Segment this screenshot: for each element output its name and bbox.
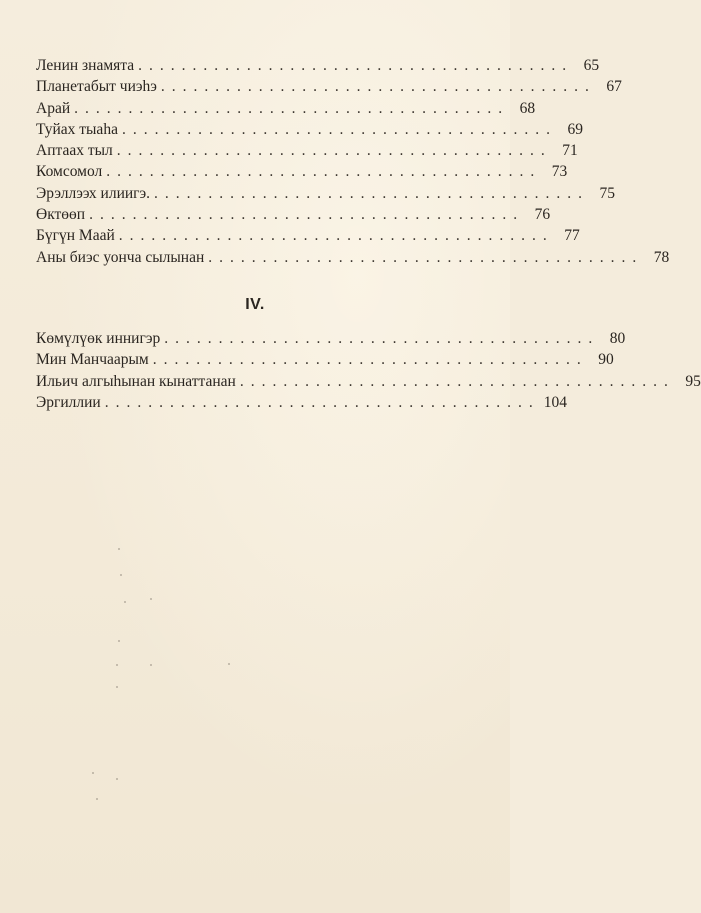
toc-entry bbox=[36, 225, 580, 246]
print-speck bbox=[118, 548, 120, 550]
dot-leader: ........................................ bbox=[106, 163, 542, 181]
toc-entry-page-number: 67 bbox=[606, 78, 622, 96]
toc-entry-title: Көмүлүөк иннигэр bbox=[36, 330, 161, 347]
section-heading: IV. bbox=[245, 296, 265, 313]
toc-entry-page-number: 75 bbox=[599, 184, 616, 202]
toc-entry bbox=[36, 247, 670, 268]
toc-entry-page-number: 76 bbox=[534, 206, 551, 224]
toc-entry-page-number: 71 bbox=[562, 142, 578, 160]
toc-entry bbox=[36, 371, 701, 392]
toc-entry-page-number: 77 bbox=[564, 227, 580, 245]
dot-leader: ........................................ bbox=[154, 184, 590, 202]
dot-leader: ........................................ bbox=[89, 206, 525, 224]
dot-leader: ........................................ bbox=[239, 372, 675, 390]
toc-entry-title: Аны биэс уонча сылынан bbox=[36, 248, 205, 266]
table-of-contents-part-1 bbox=[36, 55, 670, 268]
toc-entry-title: Планетабыт чиэһэ bbox=[36, 78, 157, 96]
print-speck bbox=[150, 598, 152, 600]
toc-entry bbox=[36, 76, 622, 97]
toc-entry-title: Эргиллии bbox=[36, 393, 101, 411]
dot-leader: ........................................ bbox=[116, 142, 552, 160]
toc-entry-title: Бүгүн Маай bbox=[36, 227, 115, 245]
toc-entry-page-number: 68 bbox=[519, 99, 536, 117]
print-speck bbox=[118, 640, 120, 642]
toc-entry bbox=[36, 119, 583, 140]
toc-entry-page-number: 65 bbox=[583, 57, 600, 74]
dot-leader: ........................................ bbox=[152, 351, 588, 369]
dot-leader: ........................................ bbox=[138, 57, 574, 74]
table-of-contents-part-2 bbox=[36, 328, 701, 413]
print-speck bbox=[150, 664, 152, 666]
toc-entry bbox=[36, 161, 568, 182]
toc-entry-page-number: 73 bbox=[551, 163, 568, 181]
print-speck bbox=[116, 778, 118, 780]
print-speck bbox=[92, 772, 94, 774]
toc-entry-title: Ильич алгыһынан кынаттанан bbox=[36, 372, 236, 390]
toc-entry-title: Аптаах тыл bbox=[36, 142, 113, 160]
dot-leader: ........................................ bbox=[160, 78, 596, 96]
toc-entry-title: Мин Манчаарым bbox=[36, 351, 149, 369]
toc-entry-title: Өктөөп bbox=[36, 206, 86, 224]
dot-leader: ........................................ bbox=[121, 120, 557, 138]
dot-leader: ........................................ bbox=[118, 227, 554, 245]
toc-entry-title: Арай bbox=[36, 99, 71, 117]
toc-entry bbox=[36, 98, 536, 119]
dot-leader: ........................................ bbox=[104, 393, 540, 411]
print-speck bbox=[124, 601, 126, 603]
print-speck bbox=[116, 664, 118, 666]
print-speck bbox=[120, 574, 122, 576]
toc-entry bbox=[36, 204, 551, 225]
toc-entry-page-number: 90 bbox=[598, 351, 614, 369]
toc-entry-page-number: 95 bbox=[685, 372, 701, 390]
print-speck bbox=[116, 686, 118, 688]
toc-entry-page-number: 69 bbox=[567, 120, 583, 138]
dot-leader: ........................................ bbox=[164, 330, 600, 347]
toc-entry bbox=[36, 183, 616, 204]
toc-entry-page-number: 80 bbox=[609, 330, 626, 347]
toc-entry-page-number: 104 bbox=[543, 393, 567, 411]
dot-leader: ........................................ bbox=[208, 248, 644, 266]
toc-entry bbox=[36, 392, 567, 413]
print-speck bbox=[228, 663, 230, 665]
print-speck bbox=[96, 798, 98, 800]
toc-entry-title: Ленин знамята bbox=[36, 57, 135, 74]
toc-entry-title: Эрэллээх илиигэ. bbox=[36, 184, 151, 202]
toc-entry-title: Комсомол bbox=[36, 163, 103, 181]
toc-entry bbox=[36, 349, 614, 370]
dot-leader: ........................................ bbox=[74, 99, 510, 117]
toc-entry bbox=[36, 55, 600, 76]
toc-entry-title: Туйах тыаһа bbox=[36, 120, 118, 138]
toc-entry-page-number: 78 bbox=[653, 248, 670, 266]
toc-entry bbox=[36, 328, 626, 349]
toc-entry bbox=[36, 140, 578, 161]
